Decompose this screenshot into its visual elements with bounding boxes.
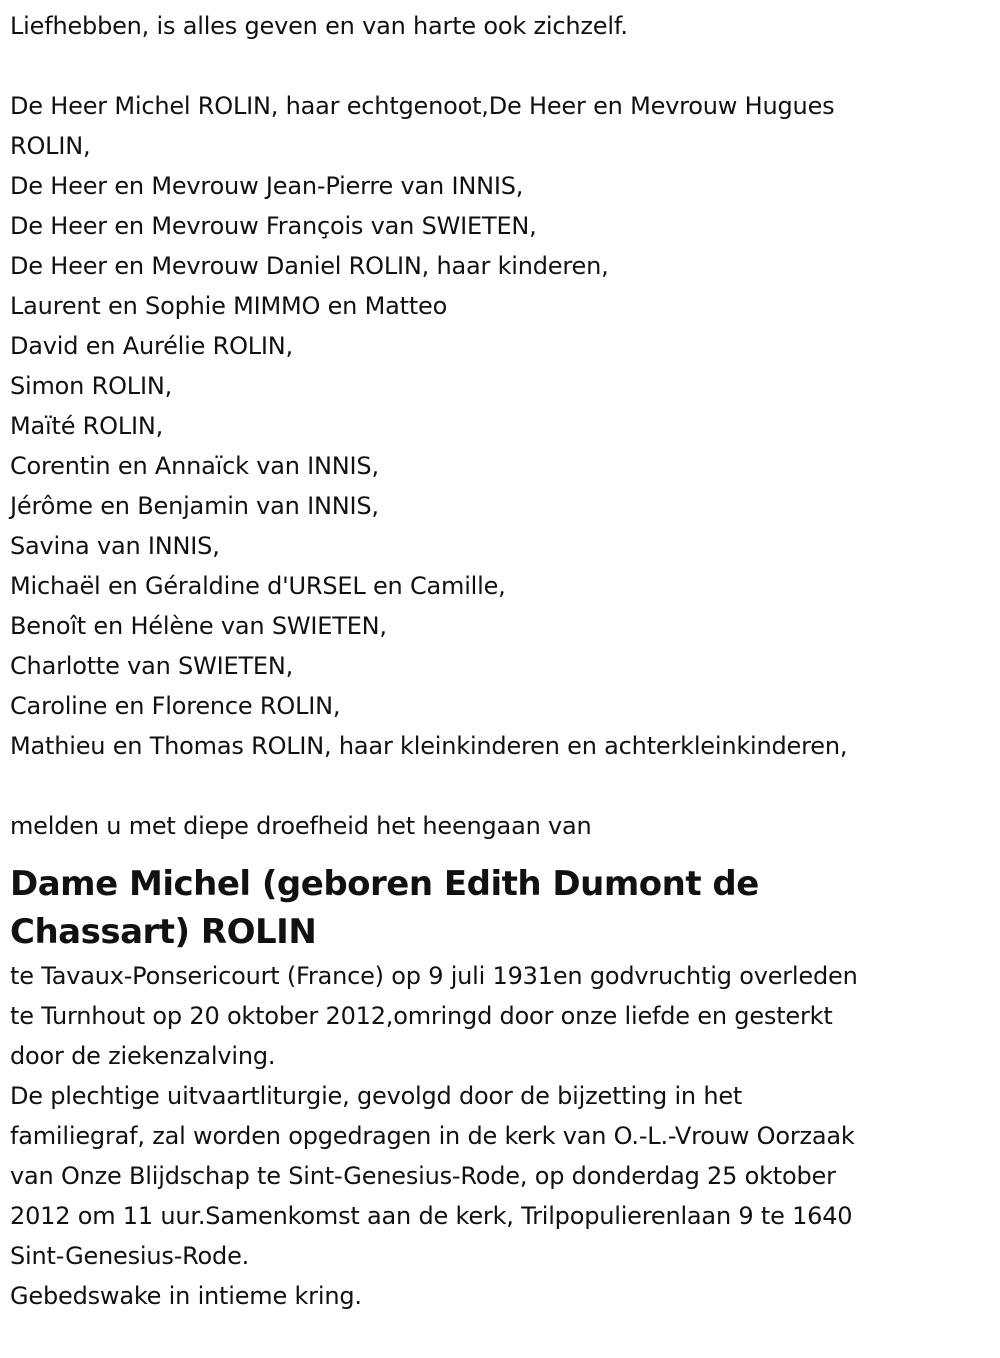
family-line: De Heer Michel ROLIN, haar echtgenoot,De Heer en Mevrouw Hugues (10, 92, 835, 120)
details-line: te Turnhout op 20 oktober 2012,omringd door onze liefde en gesterkt (10, 1002, 833, 1030)
details-line: door de ziekenzalving. (10, 1042, 276, 1070)
family-line: Mathieu en Thomas ROLIN, haar kleinkinderen en achterkleinkinderen, (10, 732, 848, 760)
deceased-name-heading (10, 860, 995, 956)
family-line: Corentin en Annaïck van INNIS, (10, 452, 379, 480)
family-line: Benoît en Hélène van SWIETEN, (10, 612, 387, 640)
details-line: familiegraf, zal worden opgedragen in de kerk van O.-L.-Vrouw Oorzaak (10, 1122, 855, 1150)
obituary-document (10, 6, 995, 1316)
family-line: Charlotte van SWIETEN, (10, 652, 294, 680)
family-line: Caroline en Florence ROLIN, (10, 692, 341, 720)
family-line: Savina van INNIS, (10, 532, 220, 560)
family-list (10, 86, 995, 766)
deceased-name-line: Chassart) ROLIN (10, 912, 317, 952)
family-line: Simon ROLIN, (10, 372, 173, 400)
family-line: De Heer en Mevrouw François van SWIETEN, (10, 212, 537, 240)
details (10, 956, 995, 1316)
family-line: Maïté ROLIN, (10, 412, 164, 440)
details-line: 2012 om 11 uur.Samenkomst aan de kerk, Trilpopulierenlaan 9 te 1640 (10, 1202, 853, 1230)
details-line: van Onze Blijdschap te Sint-Genesius-Rode, op donderdag 25 oktober (10, 1162, 836, 1190)
deceased-name-line: Dame Michel (geboren Edith Dumont de (10, 864, 759, 904)
announcement: melden u met diepe droefheid het heengaan van (10, 812, 592, 840)
spacer (10, 46, 995, 86)
details-line: De plechtige uitvaartliturgie, gevolgd door de bijzetting in het (10, 1082, 743, 1110)
details-line: te Tavaux-Ponsericourt (France) op 9 juli 1931en godvruchtig overleden (10, 962, 858, 990)
family-line: De Heer en Mevrouw Jean-Pierre van INNIS, (10, 172, 524, 200)
spacer (10, 766, 995, 806)
motto: Liefhebben, is alles geven en van harte ook zichzelf. (10, 12, 628, 40)
family-line: Michaël en Géraldine d'URSEL en Camille, (10, 572, 506, 600)
details-line: Sint-Genesius-Rode. (10, 1242, 250, 1270)
family-line: De Heer en Mevrouw Daniel ROLIN, haar kinderen, (10, 252, 609, 280)
family-line: Laurent en Sophie MIMMO en Matteo (10, 292, 448, 320)
family-line: Jérôme en Benjamin van INNIS, (10, 492, 379, 520)
family-line: David en Aurélie ROLIN, (10, 332, 293, 360)
family-line: ROLIN, (10, 132, 91, 160)
details-line: Gebedswake in intieme kring. (10, 1282, 362, 1310)
